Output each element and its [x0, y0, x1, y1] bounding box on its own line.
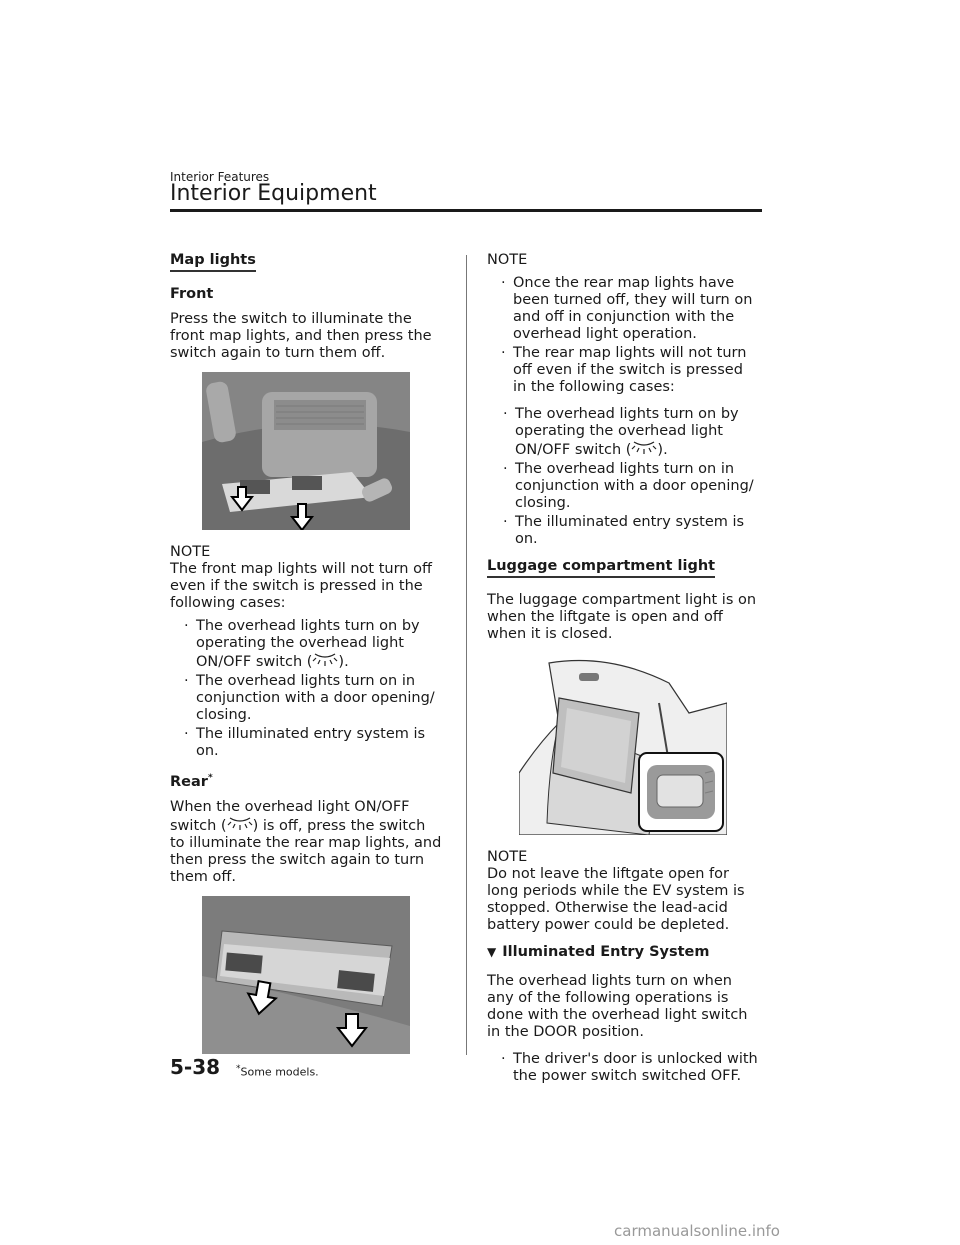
right-column: [487, 252, 759, 1095]
column-divider: [466, 255, 467, 1055]
header-rule: [170, 209, 762, 212]
page-number: 5-38: [170, 1055, 221, 1079]
luggage-note-text: Do not leave the liftgate open for long periods while the EV system is stopped. Otherwise the lead-acid battery power could be depleted.: [487, 866, 745, 933]
illuminated-entry-text: The overhead lights turn on when any of the following operations is done with the overhead light switch in the DOOR position.: [487, 973, 748, 1040]
map-lights-heading: Map lights: [170, 252, 256, 272]
illuminated-entry-heading: ▼ Illuminated Entry System: [487, 944, 710, 960]
luggage-note-label: NOTE: [487, 849, 528, 865]
list-item: · Once the rear map lights have been turned off, they will turn on and off in conjunction with the overhead light operation.: [487, 275, 759, 343]
list-item: · The illuminated entry system is on.: [487, 514, 759, 548]
rear-note-sublist: [487, 406, 759, 548]
luggage-heading: Luggage compartment light: [487, 558, 715, 578]
rear-map-lights-figure: [202, 896, 410, 1054]
overhead-light-icon: [227, 816, 253, 832]
illuminated-entry-list: [487, 1051, 759, 1085]
rear-note-label: NOTE: [487, 252, 528, 268]
list-item: · The overhead lights turn on in conjunction with a door opening/ closing.: [487, 461, 759, 512]
header-section: Interior Features: [170, 170, 270, 184]
overhead-light-icon: [631, 440, 657, 456]
front-heading: Front: [170, 286, 214, 302]
footnote: *Some models.: [236, 1064, 319, 1079]
list-item: · The overhead lights turn on by operating the overhead light ON/OFF switch ( ).: [487, 406, 759, 459]
list-item: · The rear map lights will not turn off even if the switch is pressed in the following cases:: [487, 345, 759, 396]
page-title: Interior Equipment: [170, 181, 377, 206]
list-item: · The overhead lights turn on in conjunction with a door opening/ closing.: [170, 673, 442, 724]
luggage-light-figure: [519, 653, 727, 835]
overhead-light-icon: [312, 652, 338, 668]
list-item: · The driver's door is unlocked with the power switch switched OFF.: [487, 1051, 759, 1085]
left-column: [170, 252, 442, 1068]
list-item: · The illuminated entry system is on.: [170, 726, 442, 760]
rear-text: When the overhead light ON/OFF switch ( ) is off, press the switch to illuminate the rear map lights, and then press the switch again to turn them off.: [170, 798, 442, 885]
list-item: · The overhead lights turn on by operating the overhead light ON/OFF switch ( ).: [170, 618, 442, 671]
luggage-text: The luggage compartment light is on when the liftgate is open and off when it is closed.: [487, 592, 757, 642]
front-map-lights-figure: [202, 372, 410, 530]
rear-note-list: [487, 275, 759, 396]
front-note-label: NOTE: [170, 544, 211, 560]
front-text: Press the switch to illuminate the front map lights, and then press the switch again to turn them off.: [170, 311, 432, 361]
triangle-down-icon: ▼: [487, 945, 497, 959]
front-note-list: [170, 618, 442, 760]
rear-heading: Rear*: [170, 773, 213, 790]
front-note-intro: The front map lights will not turn off even if the switch is pressed in the following cases:: [170, 561, 432, 611]
watermark: carmanualsonline.info: [614, 1222, 780, 1240]
